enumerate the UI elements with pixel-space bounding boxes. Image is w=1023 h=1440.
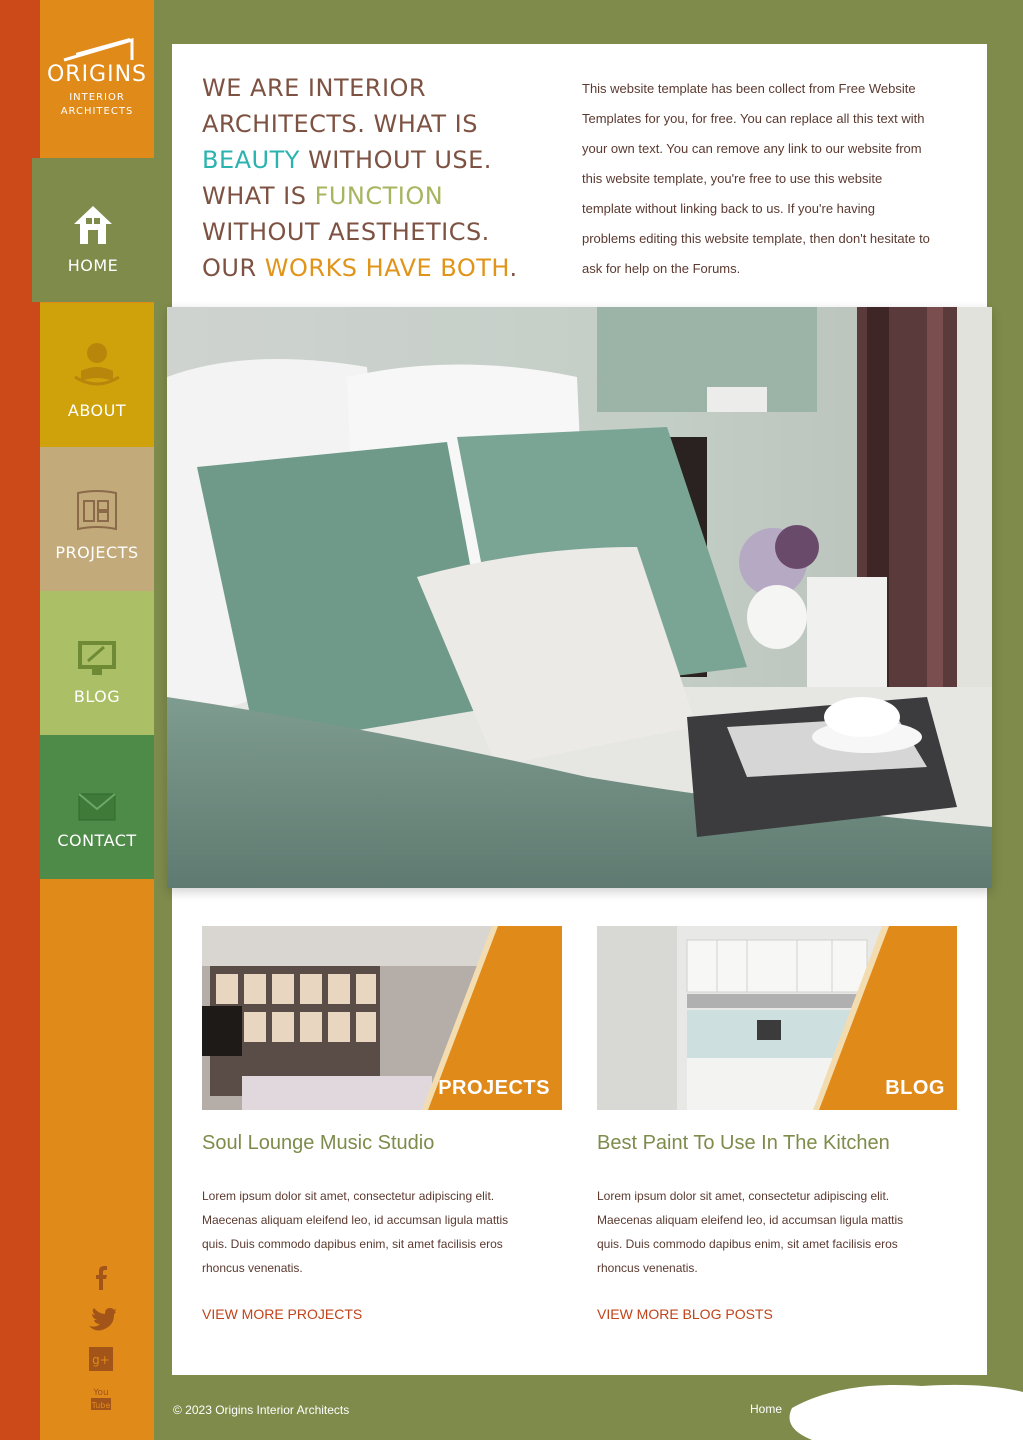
monitor-pen-icon xyxy=(76,639,118,679)
headline-line-6-end: . xyxy=(509,254,518,282)
logo-sub-line2: ARCHITECTS xyxy=(60,106,134,117)
headline-line-4 xyxy=(202,178,562,214)
blog-card-image[interactable] xyxy=(597,926,957,1110)
roof-logo-icon xyxy=(62,36,134,62)
footer-home-link[interactable]: Home xyxy=(750,1402,783,1416)
footer-copyright: © 2023 Origins Interior Architects xyxy=(173,1403,350,1417)
svg-text:Tube: Tube xyxy=(91,1401,111,1410)
blog-card-title[interactable]: Best Paint To Use In The Kitchen xyxy=(597,1132,890,1154)
headline-line-3 xyxy=(202,142,562,178)
projects-card-text: Lorem ipsum dolor sit amet, consectetur adipiscing elit. Maecenas aliquam eleifend leo, id accumsan ligula mattis quis. Duis commodo dapibus enim, sit amet facilisis eros rhoncus venenatis. xyxy=(202,1189,509,1275)
nav-label-blog: BLOG xyxy=(73,687,121,706)
projects-tag: PROJECTS xyxy=(438,1077,550,1099)
headline-accent-function: FUNCTION xyxy=(314,182,444,210)
headline-line-6 xyxy=(202,250,562,286)
headline-line-1: WE ARE INTERIOR xyxy=(202,74,427,102)
blog-card-text: Lorem ipsum dolor sit amet, consectetur adipiscing elit. Maecenas aliquam eleifend leo, id accumsan ligula mattis quis. Duis commodo dapibus enim, sit amet facilisis eros rhoncus venenatis. xyxy=(597,1189,904,1275)
facebook-icon[interactable] xyxy=(86,1266,116,1296)
twitter-icon[interactable] xyxy=(86,1308,116,1338)
headline-line-6-start: OUR xyxy=(202,254,265,282)
nav-item-about[interactable] xyxy=(40,303,154,447)
bedroom-illustration xyxy=(167,307,992,888)
logo-subtitle xyxy=(40,91,154,119)
intro-text: This website template has been collect from Free Website Templates for you, for free. You can replace all this text with your own text. You can remove any link to our website from this website template, you're free to use this website template without linking back to us. If you're having problems editing this website template, then don't hesitate to ask for help on the Forums. xyxy=(582,81,930,276)
nav-item-blog[interactable] xyxy=(40,591,154,735)
hero-image xyxy=(167,307,992,888)
nav-item-home[interactable] xyxy=(32,158,154,302)
headline-line-2: ARCHITECTS. WHAT IS xyxy=(202,110,478,138)
headline-line-3-rest: WITHOUT USE. xyxy=(299,146,492,174)
google-plus-glyph xyxy=(86,1346,116,1372)
envelope-icon xyxy=(78,793,116,821)
google-plus-icon[interactable] xyxy=(86,1346,116,1376)
logo-brand: ORIGINS xyxy=(46,62,148,87)
youtube-glyph xyxy=(86,1384,116,1414)
youtube-icon[interactable] xyxy=(86,1384,116,1414)
svg-text:You: You xyxy=(93,1388,109,1398)
projects-card-title[interactable]: Soul Lounge Music Studio xyxy=(202,1132,435,1154)
blueprint-icon xyxy=(76,489,118,533)
headline-line-5: WITHOUT AESTHETICS. xyxy=(202,218,490,246)
nav-label-home: HOME xyxy=(67,256,119,275)
blog-tag: BLOG xyxy=(885,1077,945,1099)
footer-white-smudge xyxy=(782,1378,1023,1440)
logo[interactable] xyxy=(40,0,154,158)
headline-line-4-start: WHAT IS xyxy=(202,182,315,210)
nav-item-contact[interactable] xyxy=(40,735,154,879)
logo-sub-line1: INTERIOR xyxy=(69,92,125,103)
nav-label-projects: PROJECTS xyxy=(55,543,139,562)
house-icon xyxy=(72,204,114,246)
projects-card-image[interactable] xyxy=(202,926,562,1110)
person-book-icon xyxy=(73,341,121,391)
nav-label-about: ABOUT xyxy=(67,401,127,420)
page-headline xyxy=(202,70,562,286)
svg-text:g+: g+ xyxy=(92,1353,110,1367)
view-more-projects-link[interactable]: VIEW MORE PROJECTS xyxy=(202,1306,363,1322)
twitter-glyph xyxy=(86,1308,116,1334)
facebook-glyph xyxy=(86,1266,116,1292)
headline-accent-beauty: BEAUTY xyxy=(202,146,300,174)
nav-label-contact: CONTACT xyxy=(57,831,137,850)
nav-item-projects[interactable] xyxy=(40,447,154,591)
headline-accent-works: WORKS HAVE BOTH xyxy=(264,254,510,282)
view-more-blog-link[interactable]: VIEW MORE BLOG POSTS xyxy=(597,1306,773,1322)
